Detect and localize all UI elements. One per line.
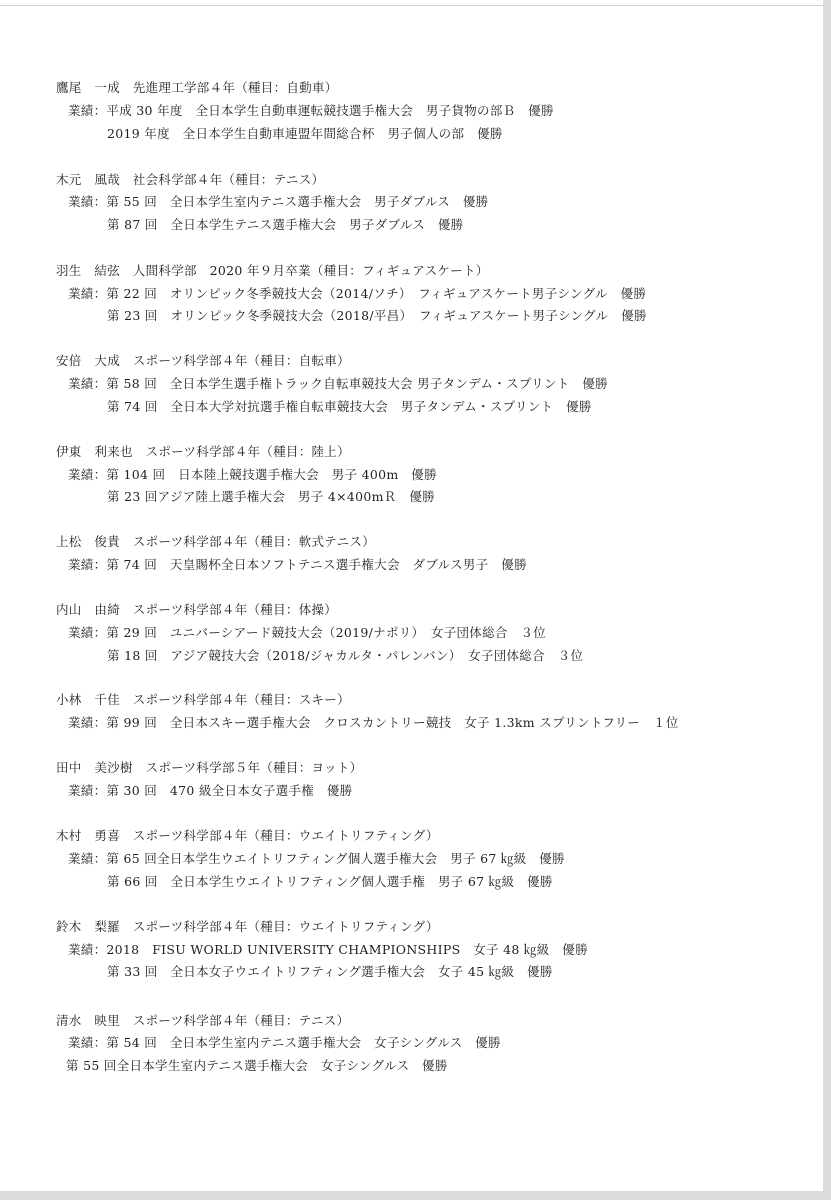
achievement-line: 業績：第 65 回全日本学生ウエイトリフティング個人選手権大会 男子 67 ㎏級 優勝 — [68, 851, 565, 866]
achievement-line: 業績：第 22 回 オリンピック冬季競技大会（2014/ソチ） フィギュアスケート男子シングル 優勝 — [68, 286, 647, 301]
athlete-name: 鷹尾 一成 先進理工学部４年（種目：自動車） — [56, 80, 338, 95]
athlete-name: 田中 美沙樹 スポーツ科学部５年（種目：ヨット） — [56, 760, 363, 775]
page-bottom-edge — [0, 1191, 831, 1200]
athlete-name: 木村 勇喜 スポーツ科学部４年（種目：ウエイトリフティング） — [56, 828, 439, 843]
athlete-name: 伊東 利来也 スポーツ科学部４年（種目：陸上） — [56, 444, 350, 459]
achievement-line: 業績：第 58 回 全日本学生選手権トラック自転車競技大会 男子タンデム・スプリント 優勝 — [68, 376, 608, 391]
achievement-line: 業績：第 99 回 全日本スキー選手権大会 クロスカントリー競技 女子 1.3km スプリントフリー １位 — [68, 715, 679, 730]
athlete-name: 小林 千佳 スポーツ科学部４年（種目：スキー） — [56, 692, 350, 707]
achievement-line: 業績：第 74 回 天皇賜杯全日本ソフトテニス選手権大会 ダブルス男子 優勝 — [68, 557, 527, 572]
achievement-line: 第 18 回 アジア競技大会（2018/ジャカルタ・パレンバン） 女子団体総合 ３位 — [107, 648, 584, 663]
achievement-line: 業績：第 29 回 ユニバーシアード競技大会（2019/ナポリ） 女子団体総合 ３位 — [68, 625, 547, 640]
athlete-name: 木元 風哉 社会科学部４年（種目：テニス） — [56, 172, 325, 187]
athlete-name: 内山 由綺 スポーツ科学部４年（種目：体操） — [56, 602, 338, 617]
athlete-name: 鈴木 梨羅 スポーツ科学部４年（種目：ウエイトリフティング） — [56, 919, 439, 934]
achievement-line: 第 55 回全日本学生室内テニス選手権大会 女子シングルス 優勝 — [66, 1058, 448, 1073]
achievement-line: 業績：平成 30 年度 全日本学生自動車運転競技選手権大会 男子貨物の部Ｂ 優勝 — [68, 103, 554, 118]
achievement-line: 第 33 回 全日本女子ウエイトリフティング選手権大会 女子 45 ㎏級 優勝 — [107, 964, 553, 979]
athlete-name: 清水 映里 スポーツ科学部４年（種目：テニス） — [56, 1013, 350, 1028]
achievement-line: 第 74 回 全日本大学対抗選手権自転車競技大会 男子タンデム・スプリント 優勝 — [107, 399, 592, 414]
achievement-line: 業績：第 54 回 全日本学生室内テニス選手権大会 女子シングルス 優勝 — [68, 1035, 501, 1050]
achievement-line: 業績：第 30 回 470 級全日本女子選手権 優勝 — [68, 783, 353, 798]
page-right-edge — [823, 0, 831, 1200]
achievement-line: 第 23 回アジア陸上選手権大会 男子 4×400mＲ 優勝 — [107, 489, 435, 504]
achievement-line: 第 23 回 オリンピック冬季競技大会（2018/平昌） フィギュアスケート男子シングル 優勝 — [107, 308, 647, 323]
athlete-name: 安倍 大成 スポーツ科学部４年（種目：自転車） — [56, 353, 350, 368]
achievement-line: 2019 年度 全日本学生自動車連盟年間総合杯 男子個人の部 優勝 — [107, 126, 503, 141]
page-top-edge — [0, 5, 823, 6]
achievement-line: 業績：第 104 回 日本陸上競技選手権大会 男子 400m 優勝 — [68, 467, 437, 482]
achievement-line: 第 66 回 全日本学生ウエイトリフティング個人選手権 男子 67 ㎏級 優勝 — [107, 874, 553, 889]
achievement-line: 業績：第 55 回 全日本学生室内テニス選手権大会 男子ダブルス 優勝 — [68, 194, 489, 209]
athlete-name: 上松 俊貴 スポーツ科学部４年（種目：軟式テニス） — [56, 534, 376, 549]
achievement-line: 業績：2018 FISU WORLD UNIVERSITY CHAMPIONSHIPS 女子 48 ㎏級 優勝 — [68, 942, 588, 957]
athlete-name: 羽生 結弦 人間科学部 2020 年９月卒業（種目：フィギュアスケート） — [56, 263, 489, 278]
achievement-line: 第 87 回 全日本学生テニス選手権大会 男子ダブルス 優勝 — [107, 217, 464, 232]
